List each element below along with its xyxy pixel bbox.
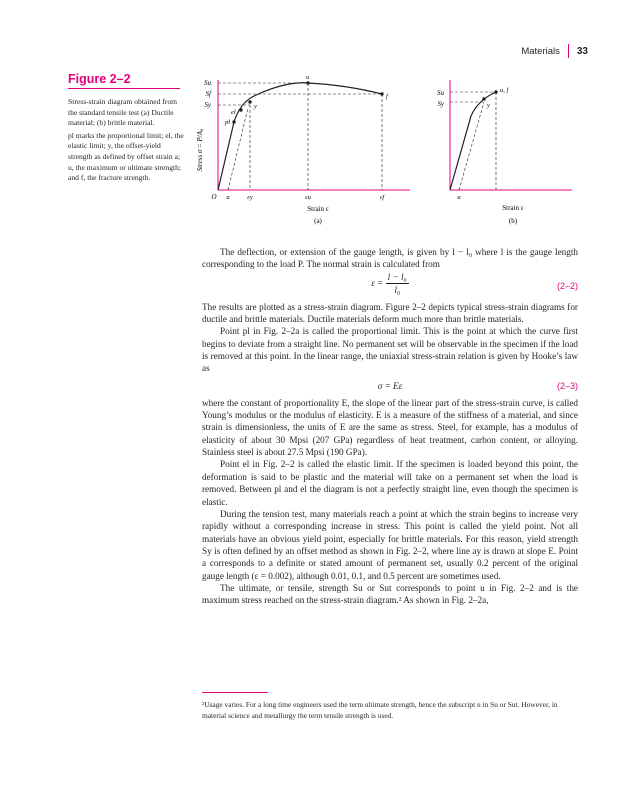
eq2-expression: σ = Eε [377, 380, 403, 391]
plot-a-point-u [306, 81, 309, 84]
plot-b-sublabel: (b) [508, 217, 518, 225]
caption-part-1: Stress-strain diagram obtained from the standard tensile test (a) Ductile material; (b) brittle material. [68, 97, 178, 128]
plot-a-label-y: y [254, 103, 257, 110]
plot-b-tick-su: Su [437, 89, 444, 97]
plot-a-tick-su: Su [204, 79, 211, 87]
paragraph-results: The results are plotted as a stress-strain diagram. Figure 2–2 depicts typical stress-strain diagrams for ductile and brittle materials. Ductile materials deform much more than brittle materials. [202, 301, 578, 325]
paragraph-deflection: The deflection, or extension of the gauge length, is given by l − l₀ where l is the gauge length corresponding to the load P. The normal strain is calculated from [202, 247, 578, 270]
plot-b-label-y: y [487, 102, 490, 109]
plot-a-ylabel: Stress σ = P/A₀ [196, 128, 204, 172]
plot-a-xlabel: Strain ε [307, 205, 329, 213]
plot-b-tick-a: a [457, 194, 461, 201]
plot-a-label-el: el [231, 109, 236, 116]
caption-part-2: pl marks the proportional limit; el, the elastic limit; y, the offset-yield strength as defined by offset strain a; u, the maximum or ultimate strength; and f, the fracture strength. [68, 130, 184, 183]
plot-a-tick-sy: Sy [204, 101, 211, 109]
plot-a-tick-sf: Sf [205, 90, 211, 98]
stress-strain-plot-ductile [196, 70, 418, 230]
eq1-number: (2–2) [556, 280, 578, 291]
plot-a-point-pl [232, 120, 235, 123]
eq1-fraction [386, 271, 409, 297]
plot-a-point-y [248, 100, 251, 103]
plot-a-tick-origin: O [211, 193, 217, 201]
header-divider [568, 44, 569, 58]
plot-a-point-f [380, 92, 383, 95]
figure-caption [68, 97, 186, 186]
plot-a-label-pl: pl [225, 119, 231, 126]
figure-title-rule [68, 88, 180, 89]
plot-a-sublabel: (a) [314, 217, 322, 225]
plot-a-tick-a: a [226, 194, 230, 201]
page-number: 33 [576, 45, 588, 57]
eq2-number: (2–3) [556, 380, 578, 391]
eq1-lhs: ε = [371, 277, 384, 288]
paragraph-proportional-limit: Point pl in Fig. 2–2a is called the proportional limit. This is the point at which the curve first begins to deviate from a straight line. No permanent set will be observable in the specimen if the load is removed at this point. In the linear range, the uniaxial stress-strain relation is given by Hooke’s law as [202, 326, 578, 374]
plot-b-xlabel: Strain ε [502, 204, 524, 212]
plot-a-offset-line [228, 108, 248, 190]
plot-a-tick-ef: εf [379, 194, 385, 201]
footnote-rule [202, 692, 268, 693]
figure-title: Figure 2–2 [68, 72, 131, 86]
plot-b-tick-sy: Sy [437, 100, 444, 108]
paragraph-elastic-limit: Point el in Fig. 2–2 is called the elastic limit. If the specimen is loaded beyond this point, the deformation is said to be plastic and the material will take on a permanent set when the load is removed. Between pl and el the diagram is not a perfectly straight line, even though the specimen is elastic. [202, 459, 578, 507]
plot-a-label-f: f [386, 93, 388, 100]
section-title: Materials [521, 45, 560, 57]
eq1-numerator: l − l₀ [386, 271, 409, 284]
plot-a-point-el [239, 108, 242, 111]
running-header [521, 44, 588, 58]
plot-a-curve [218, 83, 382, 190]
plot-b-label-uf: u, f [500, 87, 509, 94]
stress-strain-plot-brittle [426, 80, 576, 230]
eq1-denominator: l₀ [394, 285, 401, 296]
paragraph-ultimate-strength: The ultimate, or tensile, strength Su or Sut corresponds to point u in Fig. 2–2 and is the maximum stress reached on the stress-strain diagram.² As shown in Fig. 2–2a, [202, 582, 578, 606]
equation-2-2 [202, 271, 578, 301]
footnote: ²Usage varies. For a long time engineers used the term ultimate strength, hence the subscript u in Su or Sut. However, in material science and metallurgy the term tensile strength is used. [202, 700, 558, 720]
plot-b-point-uf [494, 90, 497, 93]
plot-b-point-y [482, 97, 485, 100]
equation-2-3 [202, 375, 578, 397]
plot-a-tick-ey: εy [247, 194, 253, 201]
paragraph-youngs-modulus: where the constant of proportionality E, the slope of the linear part of the stress-strain curve, is called Young’s modulus or the modulus of elasticity. E is a measure of the stiffness of a material, and since strain is dimensionless, the units of E are the same as stress. Steel, for example, has a modulus of elasticity of about 30 Mpsi (207 GPa) regardless of heat treatment, carbon content, or alloying. Stainless steel is about 27.5 Mpsi (190 GPa). [202, 397, 578, 458]
paragraph-yield-point: During the tension test, many materials reach a point at which the strain begins to increase very rapidly without a corresponding increase in stress. This point is called the yield point. Not all materials have an obvious yield point, especially for brittle materials. For this reason, yield strength Sy is often defined by an offset method as shown in Fig. 2–2, where line ay is drawn at slope E. Point a corresponds to a definite or stated amount of permanent set, usually 0.2 percent of the original gauge length (ε = 0.002), although 0.01, 0.1, and 0.5 percent are sometimes used. [202, 508, 578, 581]
plot-a-label-u: u [306, 74, 310, 81]
body-text [202, 246, 578, 607]
plot-a-tick-eu: εu [305, 194, 311, 201]
